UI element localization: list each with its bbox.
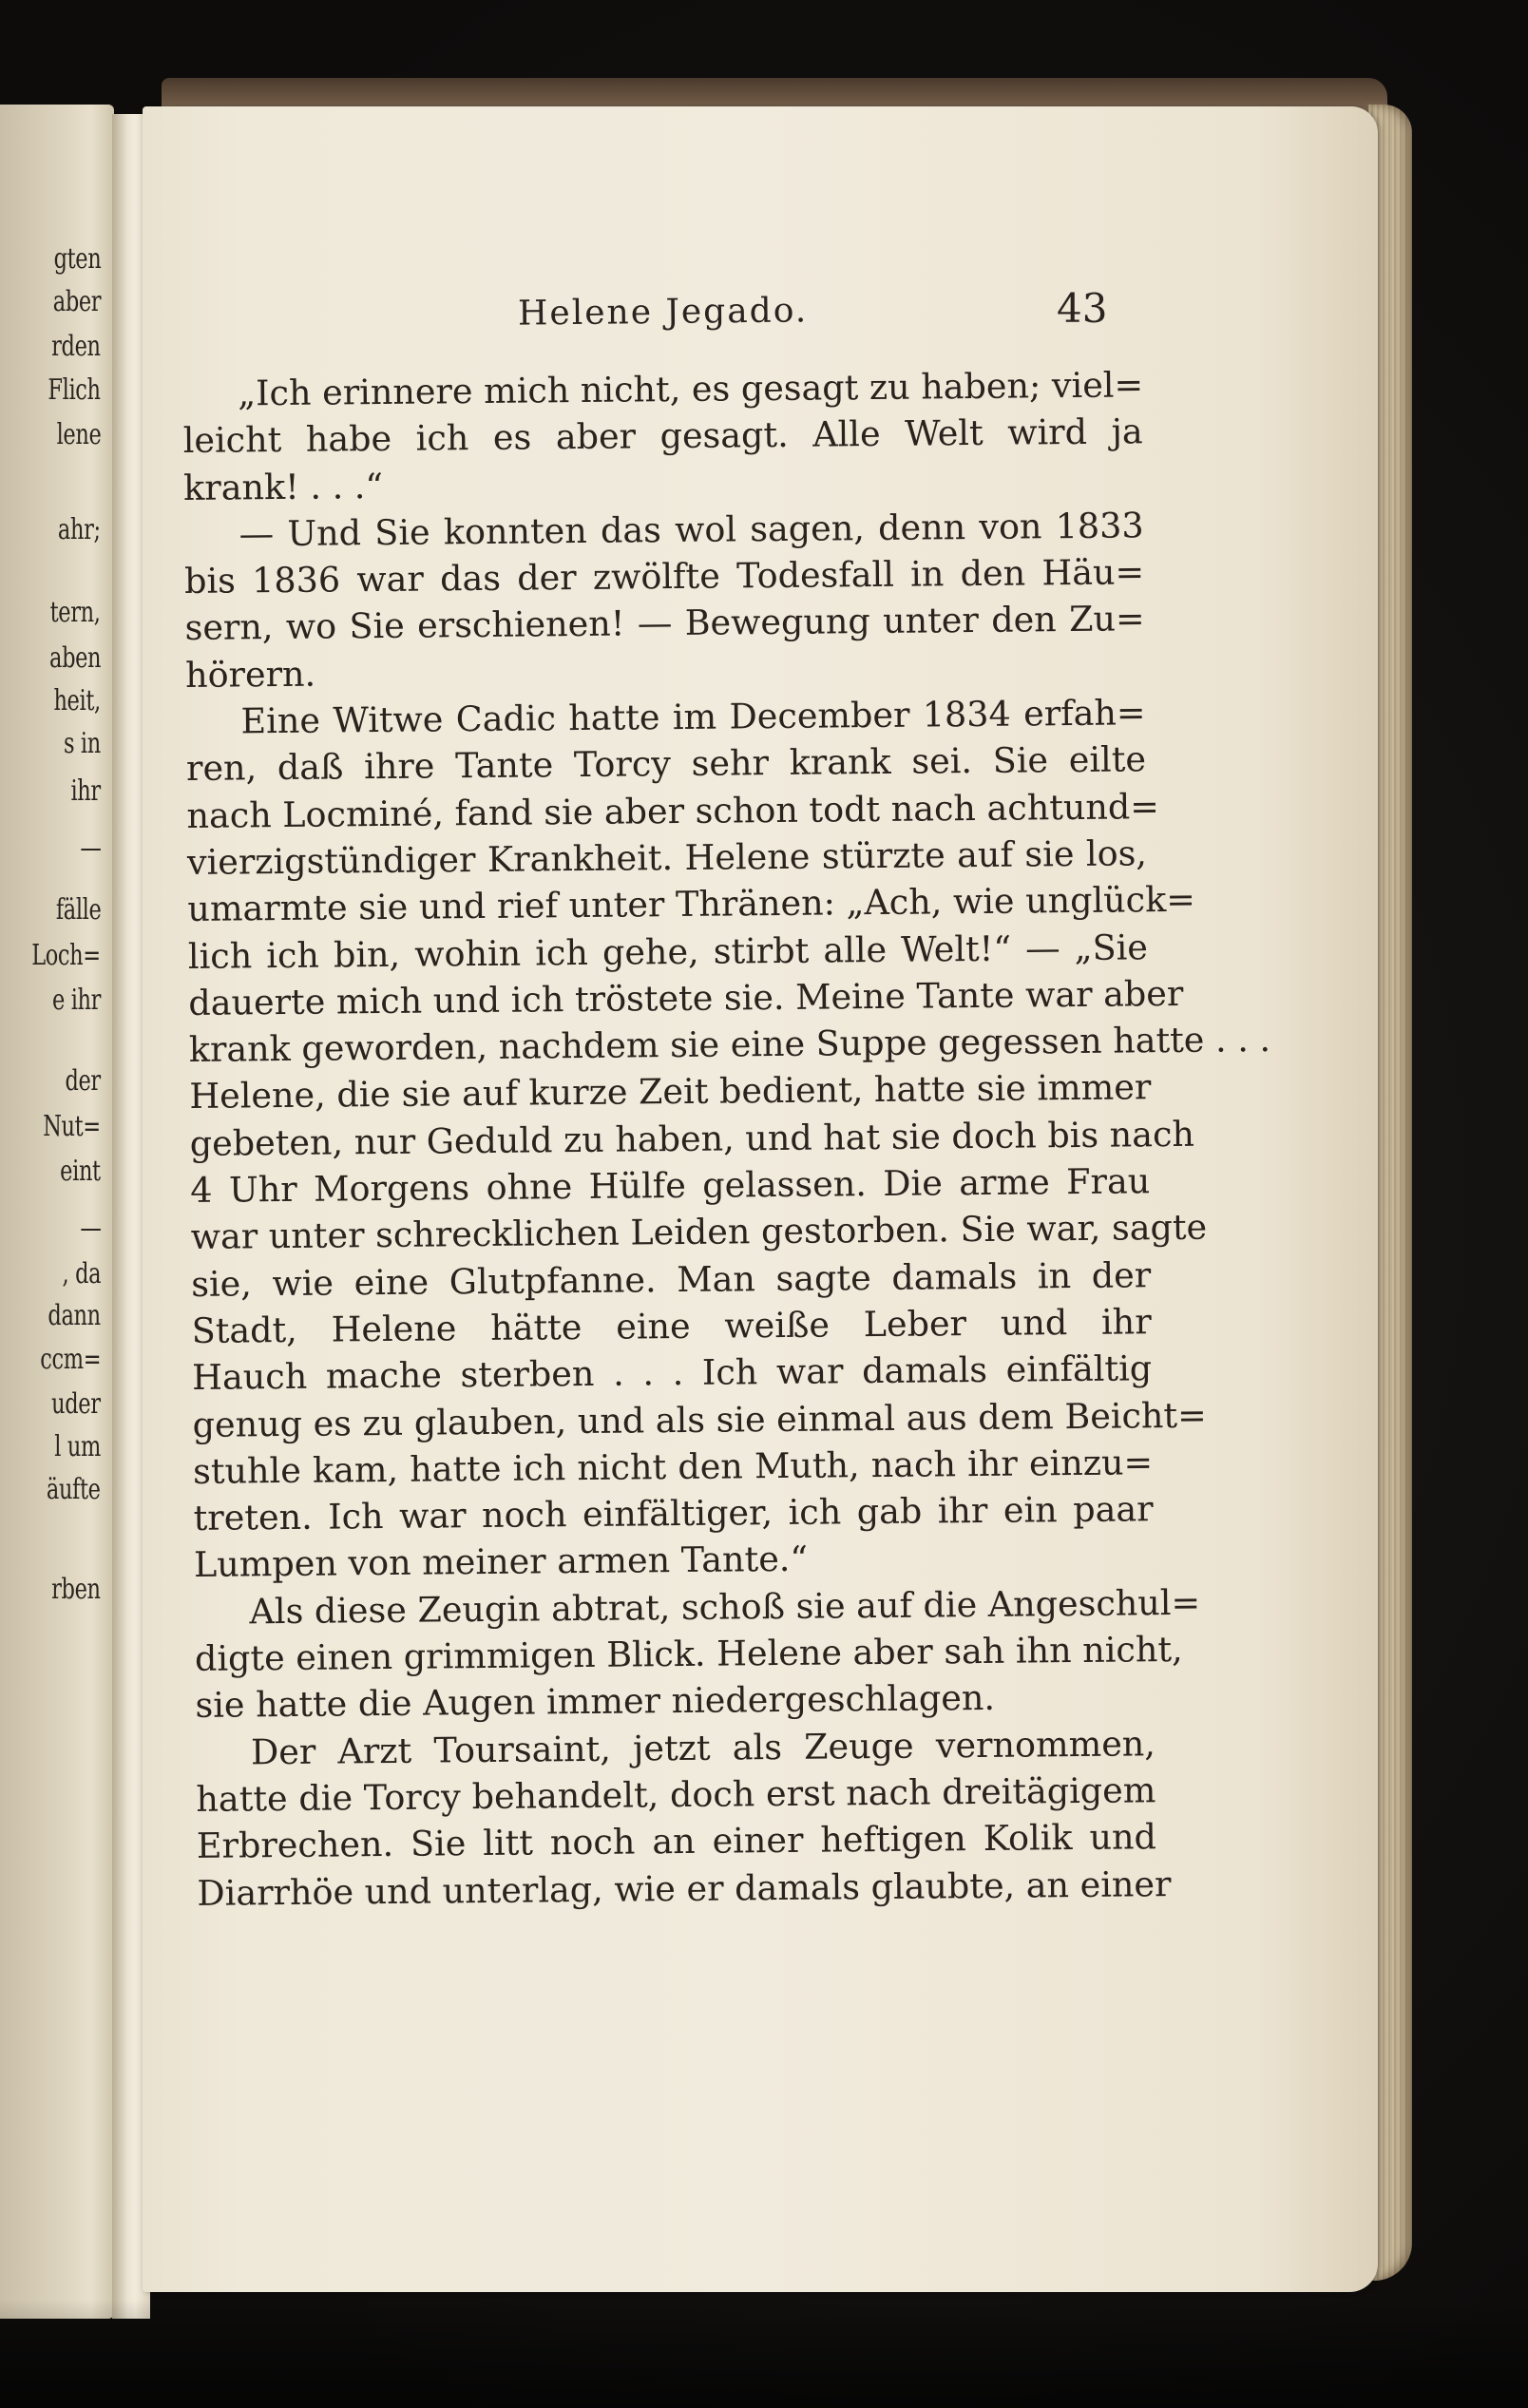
left-page-fragment: Loch=	[31, 939, 101, 972]
text-line: krank! . . .“	[182, 465, 384, 508]
left-page-fragment: der	[65, 1064, 101, 1098]
left-page-fragment: heit,	[53, 684, 101, 717]
text-line: war unter schrecklichen Leiden gestorben. Sie war, sagte	[190, 1207, 1208, 1258]
text-line: ren, daß ihre Tante Torcy sehr krank sei. Sie eilte	[185, 738, 1147, 790]
text-line: Stadt, Helene hätte eine weiße Leber und ihr	[191, 1301, 1152, 1351]
left-page-fragment: dann	[48, 1299, 101, 1332]
left-page-fragment: ihr	[70, 774, 101, 808]
left-page-fragment: l um	[54, 1430, 101, 1463]
text-line: vierzigstündiger Krankheit. Helene stürzte auf sie los,	[186, 832, 1148, 883]
text-line: gebeten, nur Geduld zu haben, und hat sie doch bis nach	[189, 1113, 1195, 1164]
text-line: Der Arzt Toursaint, jetzt als Zeuge vernommen,	[250, 1722, 1156, 1772]
left-page-fragment: Nut=	[43, 1110, 101, 1143]
left-page-fragment: ccm=	[40, 1343, 101, 1376]
text-line: hörern.	[184, 653, 316, 696]
left-page-fragment: aber	[52, 285, 101, 318]
text-line: treten. Ich war noch einfältiger, ich gab ihr ein paar	[193, 1488, 1154, 1539]
left-page-fragment: aben	[48, 641, 101, 675]
text-line: stuhle kam, hatte ich nicht den Muth, nach ihr einzu=	[192, 1442, 1154, 1492]
text-line: Helene, die sie auf kurze Zeit bedient, hatte sie immer	[189, 1066, 1152, 1118]
left-page-fragment: äufte	[47, 1473, 101, 1506]
text-line: dauerte mich und ich tröstete sie. Meine Tante war aber	[188, 972, 1184, 1023]
text-line: Eine Witwe Cadic hatte im December 1834 erfah=	[240, 692, 1146, 742]
text-line: 4 Uhr Morgens ohne Hülfe gelassen. Die arme Frau	[190, 1160, 1151, 1212]
left-page-fragment: tern,	[50, 596, 101, 629]
left-page-fragment: gten	[53, 242, 101, 276]
text-line: Als diese Zeugin abtrat, schoß sie auf die Angeschul=	[249, 1581, 1201, 1633]
page-number: 43	[1057, 285, 1108, 332]
left-page-fragment: fälle	[55, 893, 101, 927]
left-page-fragment: Flich	[48, 373, 101, 407]
previous-page	[0, 105, 114, 2319]
left-page-fragment: —	[79, 1212, 101, 1245]
left-page-fragment: e ihr	[51, 984, 101, 1017]
left-page-fragment: s in	[64, 727, 101, 760]
text-line: bis 1836 war das der zwölfte Todesfall in den Häu=	[183, 551, 1145, 602]
text-line: Erbrechen. Sie litt noch an einer heftigen Kolik und	[196, 1816, 1157, 1867]
text-line: hatte die Torcy behandelt, doch erst nach dreitägigem	[196, 1769, 1156, 1820]
text-line: sern, wo Sie erschienen! — Bewegung unter den Zu=	[184, 598, 1145, 649]
text-line: sie hatte die Augen immer niedergeschlagen.	[195, 1677, 996, 1727]
text-line: — Und Sie konnten das wol sagen, denn von 1833	[239, 505, 1144, 555]
text-line: Diarrhöe und unterlag, wie er damals glaubte, an einer	[197, 1863, 1172, 1914]
text-line: lich ich bin, wohin ich gehe, stirbt alle Welt!“ — „Sie	[187, 926, 1149, 977]
page-body-text	[182, 361, 1271, 1916]
text-line: digte einen grimmigen Blick. Helene aber sah ihn nicht,	[194, 1628, 1183, 1679]
text-line: leicht habe ich es aber gesagt. Alle Welt wird ja	[182, 411, 1143, 462]
text-line: Lumpen von meiner armen Tante.“	[193, 1538, 809, 1586]
text-line: genug es zu glauben, und als sie einmal aus dem Beicht=	[192, 1394, 1207, 1445]
left-page-fragment: uder	[51, 1387, 101, 1421]
left-page-fragment: ahr;	[58, 513, 101, 546]
text-line: „Ich erinnere mich nicht, es gesagt zu haben; viel=	[238, 364, 1144, 414]
left-page-fragment: eint	[60, 1155, 101, 1188]
left-page-fragment: rden	[51, 330, 101, 363]
left-page-fragment: rben	[51, 1573, 101, 1606]
left-page-fragment: lene	[56, 418, 101, 451]
text-line: umarmte sie und rief unter Thränen: „Ach, wie unglück=	[187, 879, 1195, 930]
text-line: krank geworden, nachdem sie eine Suppe gegessen hatte . . .	[188, 1019, 1271, 1071]
text-line: nach Locminé, fand sie aber schon todt nach achtund=	[186, 785, 1160, 836]
left-page-fragment: —	[79, 831, 101, 865]
text-line: sie, wie eine Glutpfanne. Man sagte damals in der	[191, 1253, 1152, 1305]
text-line: Hauch mache sterben . . . Ich war damals einfältig	[191, 1347, 1153, 1399]
left-page-fragment: , da	[62, 1257, 101, 1290]
running-title: Helene Jegado.	[517, 291, 809, 334]
bottom-shadow	[0, 2300, 1528, 2408]
